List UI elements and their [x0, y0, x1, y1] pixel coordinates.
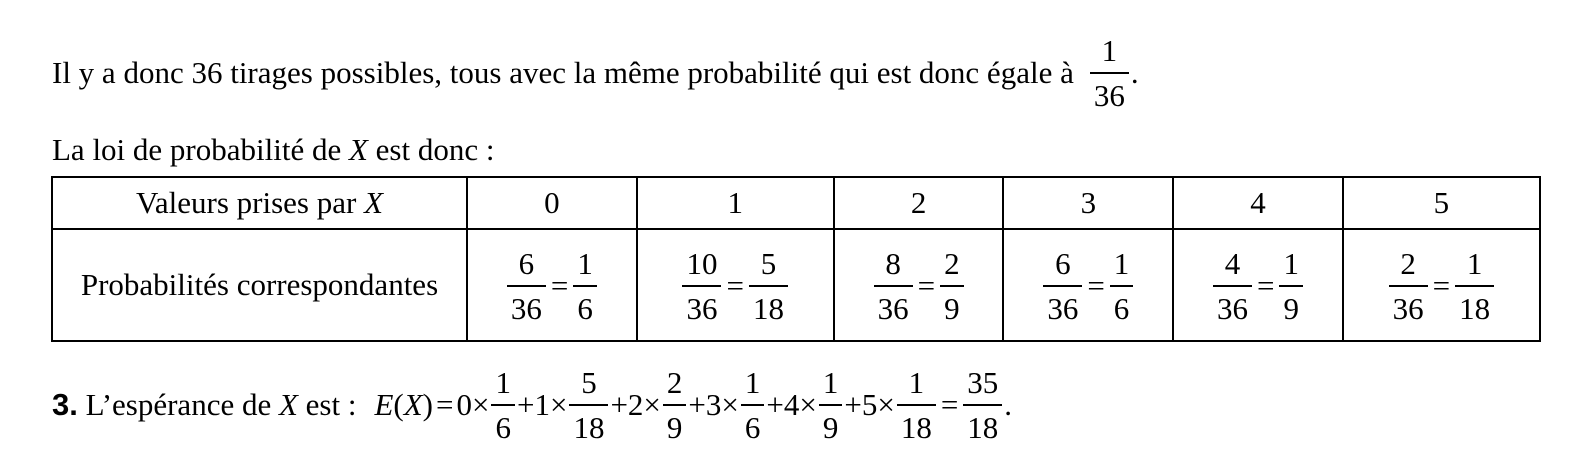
term-fraction	[569, 367, 608, 443]
fraction-numerator: 4	[1224, 246, 1241, 281]
fraction-denominator: 9	[1279, 285, 1303, 324]
probability-cell	[1343, 229, 1540, 341]
equals-sign: =	[940, 387, 959, 422]
probability-reduced-fraction	[573, 248, 597, 324]
fraction-numerator: 1	[1113, 246, 1130, 281]
fraction-numerator: 1	[577, 246, 593, 281]
fraction-numerator: 35	[967, 365, 999, 400]
sentence-period: .	[1130, 55, 1139, 90]
fraction-numerator: 1	[1101, 33, 1118, 68]
expectation-argument: (X)	[393, 387, 433, 422]
equals-sign: =	[917, 268, 936, 303]
question-number: 3.	[52, 387, 78, 422]
equals-sign: =	[550, 268, 569, 303]
probabilities-row-header: Probabilités correspondantes	[52, 229, 467, 341]
fraction-denominator: 36	[1389, 285, 1428, 324]
probability-raw-fraction	[1043, 248, 1082, 324]
equals-sign: =	[436, 387, 454, 422]
term-coefficient: +5×	[844, 387, 895, 422]
fraction-numerator: 5	[581, 365, 597, 400]
intro-sentence	[52, 34, 1139, 112]
probability-cell	[637, 229, 834, 341]
fraction-numerator: 1	[1466, 246, 1483, 281]
fraction-denominator: 6	[573, 285, 597, 324]
fraction-denominator: 6	[741, 404, 765, 443]
fraction-denominator: 18	[569, 404, 608, 443]
fraction-denominator: 9	[940, 285, 964, 324]
probability-cell	[467, 229, 637, 341]
value-cell: 2	[834, 177, 1004, 229]
fraction-denominator: 36	[507, 285, 546, 324]
term-coefficient: +2×	[610, 387, 661, 422]
term-fraction	[897, 367, 936, 443]
fraction-numerator: 2	[666, 365, 683, 400]
fraction-denominator: 18	[897, 404, 936, 443]
probability-raw-fraction	[682, 248, 721, 324]
term-coefficient: +4×	[766, 387, 817, 422]
probability-cell	[1003, 229, 1173, 341]
expectation-sentence	[52, 364, 1012, 446]
fraction-denominator: 18	[963, 404, 1002, 443]
probability-cell	[1173, 229, 1343, 341]
fraction-denominator: 9	[663, 404, 687, 443]
result-fraction	[963, 367, 1002, 443]
probability-raw-fraction	[874, 248, 913, 324]
values-header-var: X	[364, 185, 384, 220]
values-header-text: Valeurs prises par	[135, 185, 357, 220]
term-fraction	[663, 367, 687, 443]
fraction-denominator: 18	[1455, 285, 1494, 324]
equals-sign: =	[1087, 268, 1105, 303]
values-row-header	[52, 177, 467, 229]
law-prefix: La loi de probabilité de	[52, 132, 342, 167]
probability-raw-fraction	[1389, 248, 1428, 324]
fraction-numerator: 10	[686, 246, 718, 281]
variable-x: X	[348, 132, 368, 167]
sentence-period: .	[1004, 387, 1013, 422]
term-coefficient: +3×	[688, 387, 739, 422]
fraction-numerator: 6	[1055, 246, 1071, 281]
fraction-denominator: 18	[749, 285, 788, 324]
equals-sign: =	[1432, 268, 1451, 303]
expectation-text-2: est :	[305, 387, 357, 422]
probability-reduced-fraction	[1110, 248, 1134, 324]
expectation-text: L’espérance de	[85, 387, 272, 422]
values-row	[52, 177, 1540, 229]
fraction-numerator: 1	[744, 365, 761, 400]
probability-cell	[834, 229, 1004, 341]
intro-text: Il y a donc 36 tirages possibles, tous avec la même probabilité qui est donc égale à	[52, 55, 1074, 90]
fraction-numerator: 6	[518, 246, 535, 281]
fraction-denominator: 36	[1043, 285, 1082, 324]
fraction-denominator: 36	[874, 285, 913, 324]
term-coefficient: +1×	[516, 387, 568, 422]
variable-x: X	[278, 387, 298, 422]
expectation-symbol: E	[374, 387, 394, 422]
equals-sign: =	[1257, 268, 1275, 303]
probability-raw-fraction	[1213, 248, 1252, 324]
term-fraction	[819, 367, 843, 443]
fraction-numerator: 2	[1400, 246, 1416, 281]
probability-table	[51, 176, 1541, 342]
value-cell: 0	[467, 177, 637, 229]
fraction-denominator: 6	[1110, 285, 1134, 324]
value-cell: 4	[1173, 177, 1343, 229]
probability-reduced-fraction	[940, 248, 964, 324]
fraction-numerator: 1	[495, 365, 511, 400]
fraction-numerator: 1	[908, 365, 925, 400]
probabilities-row	[52, 229, 1540, 341]
term-coefficient: 0×	[456, 387, 490, 422]
probability-raw-fraction	[507, 248, 546, 324]
fraction-numerator: 1	[1283, 246, 1299, 281]
fraction-numerator: 2	[944, 246, 960, 281]
law-suffix: est donc :	[375, 132, 495, 167]
value-cell: 1	[637, 177, 834, 229]
fraction-denominator: 36	[1213, 285, 1252, 324]
one-over-36-fraction	[1090, 35, 1129, 111]
value-cell: 3	[1003, 177, 1173, 229]
value-cell: 5	[1343, 177, 1540, 229]
law-sentence	[52, 128, 494, 172]
fraction-denominator: 36	[1090, 72, 1129, 111]
term-fraction	[741, 367, 765, 443]
equals-sign: =	[726, 268, 744, 303]
fraction-denominator: 36	[682, 285, 721, 324]
probability-reduced-fraction	[749, 248, 788, 324]
probability-reduced-fraction	[1279, 248, 1303, 324]
fraction-numerator: 5	[760, 246, 777, 281]
probability-reduced-fraction	[1455, 248, 1494, 324]
fraction-numerator: 8	[885, 246, 901, 281]
term-fraction	[491, 367, 515, 443]
fraction-denominator: 9	[819, 404, 843, 443]
fraction-denominator: 6	[491, 404, 515, 443]
fraction-numerator: 1	[822, 365, 839, 400]
